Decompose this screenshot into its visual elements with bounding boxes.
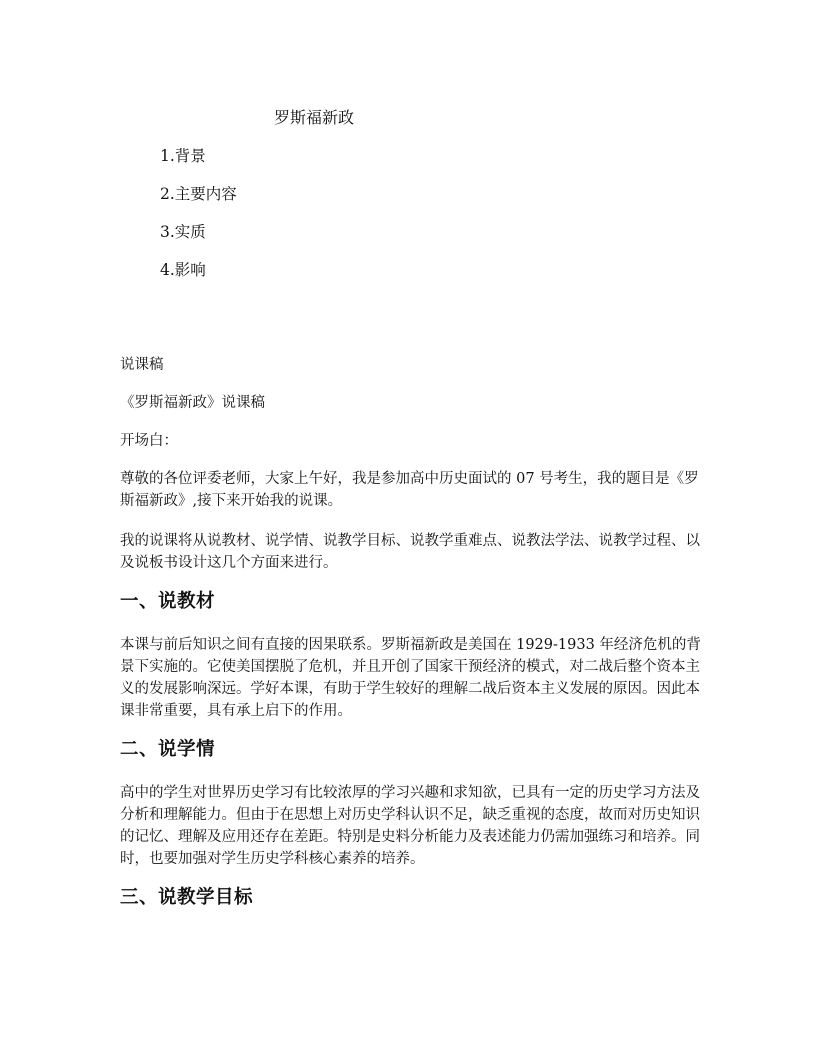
outline-item: 3.实质 <box>160 223 206 241</box>
document-body <box>120 354 706 930</box>
section-paragraph: 高中的学生对世界历史学习有比较浓厚的学习兴趣和求知欲，已具有一定的历史学习方法及分析和理解能力。但由于在思想上对历史学科认识不足，缺乏重视的态度，故而对历史知识的记忆、理解及应用还存在差距。特别是史料分析能力及表述能力仍需加强练习和培养。同时，也要加强对学生历史学科核心素养的培养。 <box>120 785 700 867</box>
outline-item: 1.背景 <box>160 147 206 165</box>
outline-paragraph: 我的说课将从说教材、说学情、说教学目标、说教学重难点、说教法学法、说教学过程、以及说板书设计这几个方面来进行。 <box>120 533 700 571</box>
section-heading: 三、说教学目标 <box>120 887 254 908</box>
section-heading: 一、说教材 <box>120 591 216 612</box>
doc-title: 《罗斯福新政》说课稿 <box>120 395 265 411</box>
outline-item: 4.影响 <box>160 261 206 279</box>
outline-title: 罗斯福新政 <box>274 108 355 127</box>
opening-label: 开场白： <box>120 433 178 449</box>
section-heading: 二、说学情 <box>120 739 216 760</box>
section-paragraph: 本课与前后知识之间有直接的因果联系。罗斯福新政是美国在 1929-1933 年经济危机的背景下实施的。它使美国摆脱了危机，并且开创了国家干预经济的模式，对二战后整个资本主义的发展影响深远。学好本课，有助于学生较好的理解二战后资本主义发展的原因。因此本课非常重要，具有承上启下的作用。 <box>120 637 701 719</box>
doc-label: 说课稿 <box>120 357 164 373</box>
outline-item: 2.主要内容 <box>160 185 237 203</box>
opening-paragraph: 尊敬的各位评委老师，大家上午好，我是参加高中历史面试的 07 号考生，我的题目是《罗斯福新政》,接下来开始我的说课。 <box>120 471 699 509</box>
outline-list <box>160 146 237 298</box>
